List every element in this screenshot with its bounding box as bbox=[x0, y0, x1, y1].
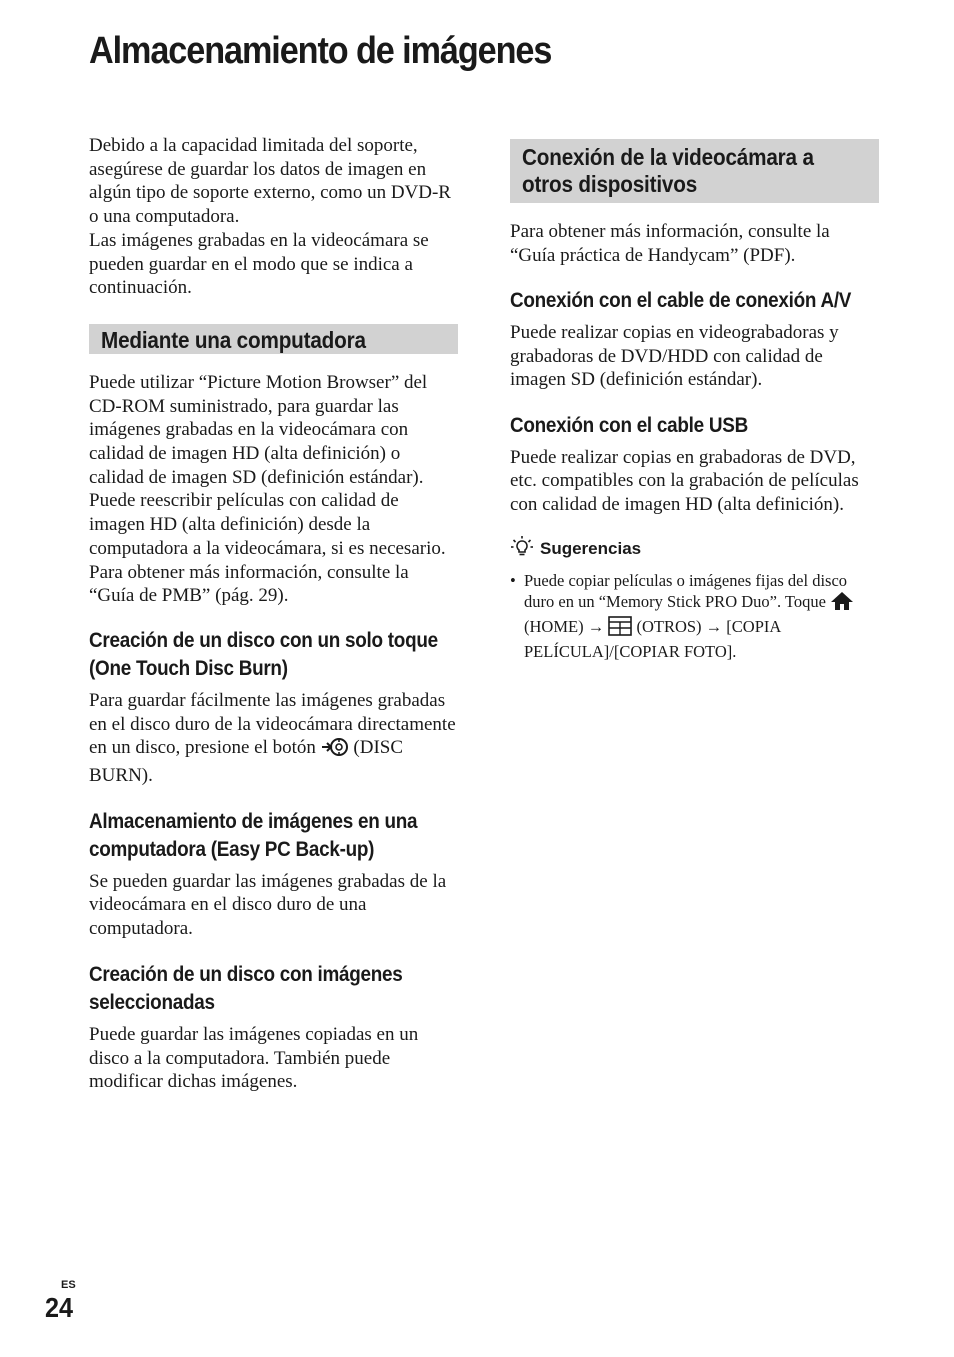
others-menu-icon bbox=[608, 616, 632, 641]
home-icon bbox=[830, 591, 854, 616]
subsection-title-av-cable: Conexión con el cable de conexión A/V bbox=[510, 289, 852, 313]
disc-burn-icon bbox=[321, 737, 349, 764]
subsection-title-one-touch: Creación de un disco con un solo toque (One Touch Disc Burn) bbox=[89, 628, 438, 681]
subsection-title-usb-cable: Conexión con el cable USB bbox=[510, 414, 748, 438]
lightbulb-icon bbox=[510, 535, 534, 564]
one-touch-paragraph: Para guardar fácilmente las imágenes grabadas en el disco duro de la videocámara directamente en un disco, presione el botón (DISC BURN). bbox=[89, 689, 456, 787]
computer-paragraph-1: Puede utilizar “Picture Motion Browser” del CD-ROM suministrado, para guardar las imágenes grabadas en la videocámara con calidad de imagen HD (alta definición) o calidad de imagen SD (definición estándar). bbox=[89, 371, 428, 488]
section-title-computer: Mediante una computadora bbox=[89, 324, 458, 354]
selected-paragraph: Puede guardar las imágenes copiadas en un disco a la computadora. También puede modificar dichas imágenes. bbox=[89, 1023, 419, 1093]
subsection-title-easy-pc: Almacenamiento de imágenes en una computadora (Easy PC Back-up) bbox=[89, 809, 418, 862]
easy-pc-paragraph: Se pueden guardar las imágenes grabadas de la videocámara en el disco duro de una computadora. bbox=[89, 870, 447, 940]
intro-paragraph: Debido a la capacidad limitada del soporte, asegúrese de guardar los datos de imagen en algún tipo de soporte externo, como un DVD-R o una computadora. bbox=[89, 135, 451, 228]
usb-cable-paragraph: Puede realizar copias en grabadoras de DVD, etc. compatibles con la grabación de películas con calidad de imagen HD (alta definición). bbox=[510, 446, 859, 515]
tips-heading bbox=[510, 535, 879, 564]
left-column bbox=[89, 134, 458, 1094]
intro-paragraph-2: Las imágenes grabadas en la videocámara se pueden guardar en el modo que se indica a continuación. bbox=[89, 229, 429, 299]
page-number: 24 bbox=[45, 1292, 74, 1323]
section-title-devices: Conexión de la videocámara a otros dispositivos bbox=[510, 139, 879, 203]
tip-item bbox=[510, 570, 879, 662]
tips-title: Sugerencias bbox=[540, 539, 642, 559]
right-column bbox=[510, 139, 879, 662]
devices-intro-paragraph: Para obtener más información, consulte la “Guía práctica de Handycam” (PDF). bbox=[510, 221, 830, 266]
av-cable-paragraph: Puede realizar copias en videograbadoras y grabadoras de DVD/HDD con calidad de imagen SD (definición estándar). bbox=[510, 321, 839, 391]
tip-text: Puede copiar películas o imágenes fijas del disco duro en un “Memory Stick PRO Duo”. Toque (HOME) → (OTROS) → [COPIA PELÍCULA]/[COPIAR FOTO]. bbox=[524, 570, 879, 662]
computer-paragraph-2: Puede reescribir películas con calidad de imagen HD (alta definición) desde la computadora a la videocámara, si es necesario. Para obtener más información, consulte la “Guía de PMB” (pág. 29). bbox=[89, 490, 446, 607]
page-title: Almacenamiento de imágenes bbox=[89, 30, 552, 72]
page-language: ES bbox=[61, 1279, 76, 1291]
tip-bullet: • bbox=[510, 570, 516, 590]
subsection-title-selected: Creación de un disco con imágenes seleccionadas bbox=[89, 962, 403, 1015]
